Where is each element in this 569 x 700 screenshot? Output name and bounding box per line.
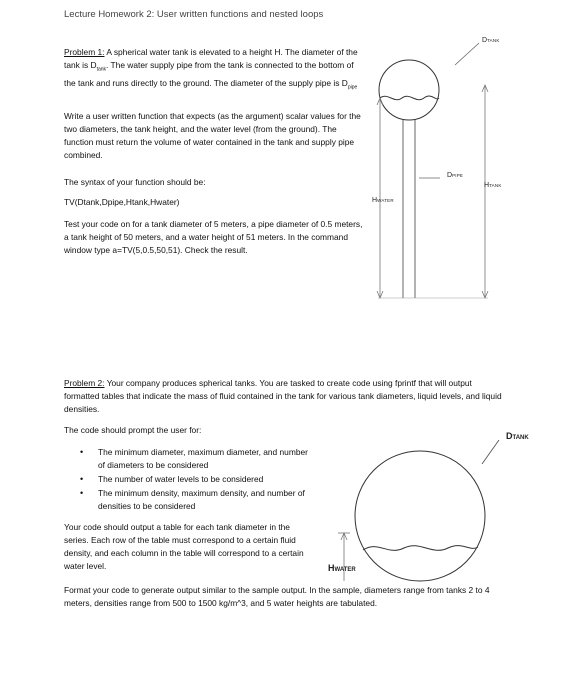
problem2-output-text: Your code should output a table for each tank diameter in the series. Each row of the table must correspond to a certain fluid density, and each column in the table will correspond to a certain water level. <box>64 522 304 571</box>
problem1-intro-b: . The water supply pipe from the tank is connected to the bottom of the tank and runs directly to the ground. The diameter of the supply pipe is D <box>64 60 354 88</box>
dtank2-leader <box>482 440 499 464</box>
label-d-pipe: DPIPE <box>447 172 464 179</box>
list-item: • The number of water levels to be considered <box>64 473 314 486</box>
list-item: • The minimum diameter, maximum diameter, and number of diameters to be considered <box>64 446 314 472</box>
subscript-pipe: pipe <box>347 84 358 91</box>
problem2-heading: Problem 2: <box>64 378 105 388</box>
label-h-tank: HTANK <box>484 182 502 189</box>
label-h-water: HWATER <box>372 197 394 204</box>
problem1-task: Write a user written function that expects (as the argument) scalar values for the two diameters, the tank height, and the water level (from the ground). The function must return the volume of water contained in the tank and supply pipe combined. <box>64 111 361 160</box>
problem2-format-text: Format your code to generate output similar to the sample output. In the sample, diameters range from tanks 2 to 4 meters, densities range from 500 to 1500 kg/m^3, and 5 water heights are tabulated. <box>64 585 490 608</box>
problem1-syntax-label: The syntax of your function should be: <box>64 177 206 187</box>
label-h-water-2: HWATER <box>328 563 356 573</box>
problem1-intro-a: A spherical water tank is elevated to a height H. The diameter of the tank is D <box>64 47 358 70</box>
list-item: • The minimum density, maximum density, and number of densities to be considered <box>64 487 314 513</box>
problem1-heading: Problem 1: <box>64 47 105 57</box>
problem1-syntax: TV(Dtank,Dpipe,Htank,Hwater) <box>64 197 180 207</box>
document-title: Lecture Homework 2: User written functions and nested loops <box>64 9 324 20</box>
water2-wave <box>363 546 478 551</box>
problem2-prompt-label: The code should prompt the user for: <box>64 425 202 435</box>
subscript-tank: tank <box>96 66 107 73</box>
label-d-tank: DTANK <box>482 37 500 44</box>
problem1-test: Test your code on for a tank diameter of 5 meters, a pipe diameter of 0.5 meters, a tank height of 50 meters, and a water height of 51 meters. In the command window type a=TV(5,0.5,50,51). Check the result. <box>64 219 363 255</box>
problem2-intro-text: Your company produces spherical tanks. You are tasked to create code using fprintf that will output formatted tables that indicate the mass of fluid contained in the tank for various tank diameters, liquid levels, and liquid densities. <box>64 378 502 414</box>
label-d-tank-2: DTANK <box>506 431 529 441</box>
tank2-sphere <box>355 451 485 581</box>
